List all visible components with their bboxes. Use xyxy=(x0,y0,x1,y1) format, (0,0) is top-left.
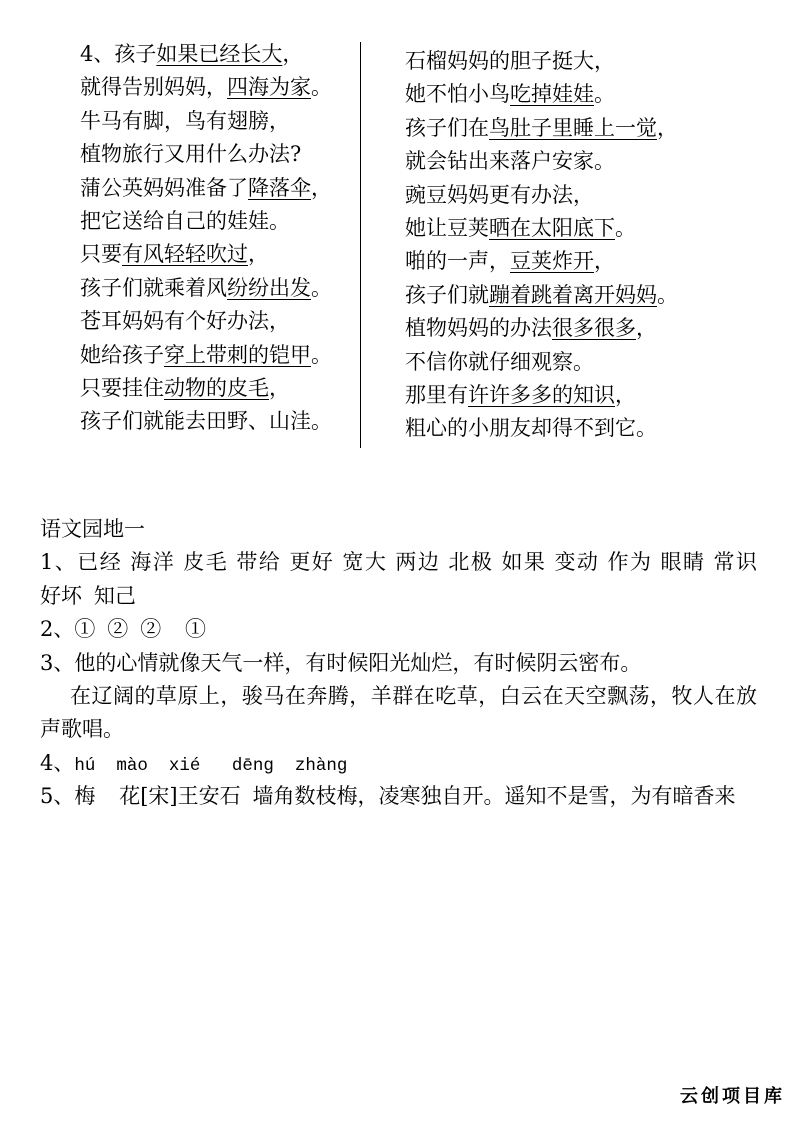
poem-text: 不信你就仔细观察。 xyxy=(405,349,594,374)
underlined-phrase: 如果已经长大 xyxy=(156,42,283,66)
underlined-phrase: 穿上带刺的铠甲 xyxy=(164,342,311,367)
poem-text: 啪的一声， xyxy=(405,249,510,274)
underlined-phrase: 四海为家 xyxy=(227,75,311,100)
poem-text: 就会钻出来落户安家。 xyxy=(405,149,615,174)
poem-line xyxy=(80,38,332,71)
underlined-phrase: 许许多多的知识 xyxy=(468,382,615,407)
poem-text: ， xyxy=(636,316,657,341)
poem-line xyxy=(80,205,332,238)
poem-text: 只要挂住 xyxy=(80,375,164,400)
underlined-phrase: 吃掉娃娃 xyxy=(510,82,594,107)
poem-text: ， xyxy=(594,249,615,274)
footer-brand: 云创项目库 xyxy=(680,1086,785,1107)
answer-4 xyxy=(40,747,757,780)
poem-text: 粗心的小朋友却得不到它。 xyxy=(405,416,657,441)
poem-text: 。 xyxy=(311,75,332,100)
underlined-phrase: 纷纷出发 xyxy=(227,275,311,300)
poem-line xyxy=(80,138,332,171)
yuwen-section xyxy=(40,513,757,814)
poem-text: ， xyxy=(615,382,636,407)
answer-4-pinyin: hú mào xié dēng zhàng xyxy=(74,755,348,776)
poem-text: 她给孩子 xyxy=(80,342,164,367)
answer-4-number: 4、 xyxy=(40,750,75,775)
poem-text: 就得告别妈妈， xyxy=(80,75,227,100)
poem-line xyxy=(405,179,678,212)
poem-line xyxy=(80,405,332,438)
poem-text: 她不怕小鸟 xyxy=(405,82,510,107)
poem-text: 孩子们就乘着风 xyxy=(80,275,227,300)
poem-line xyxy=(80,339,332,372)
poem-line xyxy=(405,412,678,445)
poem-line xyxy=(405,346,678,379)
answer-1-line-2: 好坏 知己 xyxy=(40,583,136,608)
poem-text: 。 xyxy=(657,282,678,307)
answer-3-line-3: 声歌唱。 xyxy=(40,717,124,742)
poem-text: 孩子们在 xyxy=(405,115,489,140)
poem-line xyxy=(80,172,332,205)
poem-text: 4、孩子 xyxy=(80,42,157,66)
poem-text: ， xyxy=(311,175,332,200)
poem-text: 豌豆妈妈更有办法， xyxy=(405,182,594,207)
poem-text: 植物妈妈的办法 xyxy=(405,316,552,341)
poem-line xyxy=(405,312,678,345)
poem-line xyxy=(405,78,678,111)
poem-text: 石榴妈妈的胆子挺大， xyxy=(405,49,615,73)
underlined-phrase: 豆荚炸开 xyxy=(510,249,594,274)
poem-text: ， xyxy=(269,375,290,400)
poem-text: 那里有 xyxy=(405,382,468,407)
poem-line xyxy=(80,372,332,405)
poem-line xyxy=(80,71,332,104)
poem-text: 。 xyxy=(594,82,615,107)
poem-text: 植物旅行又用什么办法? xyxy=(80,142,302,167)
poem-text: 孩子们就能去田野、山洼。 xyxy=(80,409,332,434)
poem-text: ， xyxy=(282,42,304,66)
poem-text: ， xyxy=(657,115,678,140)
poem-text: 只要 xyxy=(80,242,122,267)
poem-line xyxy=(405,279,678,312)
answer-3-line-1: 3、他的心情就像天气一样，有时候阳光灿烂，有时候阴云密布。 xyxy=(40,650,642,675)
poem-right-column xyxy=(405,45,678,446)
column-divider xyxy=(360,42,361,448)
answer-2: 2、① ② ② ① xyxy=(40,617,207,642)
poem-left-column xyxy=(80,38,332,439)
poem-line xyxy=(80,272,332,305)
poem-text: 。 xyxy=(311,275,332,300)
poem-line xyxy=(405,145,678,178)
poem-text: 她让豆荚 xyxy=(405,215,489,240)
poem-text: 牛马有脚，鸟有翅膀， xyxy=(80,108,290,133)
underlined-phrase: 晒在太阳底下 xyxy=(489,215,615,240)
poem-line xyxy=(405,212,678,245)
poem-text: 苍耳妈妈有个好办法， xyxy=(80,309,290,334)
poem-line xyxy=(405,112,678,145)
underlined-phrase: 降落伞 xyxy=(248,175,311,200)
poem-text: ， xyxy=(248,242,269,267)
poem-text: 。 xyxy=(311,342,332,367)
underlined-phrase: 鸟肚子里睡上一觉 xyxy=(489,115,657,140)
poem-text: 孩子们就 xyxy=(405,282,489,307)
underlined-phrase: 动物的皮毛 xyxy=(164,375,269,400)
answer-1-line-1: 1、已经 海洋 皮毛 带给 更好 宽大 两边 北极 如果 变动 作为 眼睛 常识 xyxy=(40,550,757,575)
poem-text: 蒲公英妈妈准备了 xyxy=(80,175,248,200)
poem-text: 把它送给自己的娃娃。 xyxy=(80,208,290,233)
poem-line xyxy=(80,238,332,271)
answer-3-line-2: 在辽阔的草原上，骏马在奔腾，羊群在吃草，白云在天空飘荡，牧人在放 xyxy=(70,683,757,708)
poem-line xyxy=(405,379,678,412)
underlined-phrase: 蹦着跳着离开妈妈 xyxy=(489,282,657,307)
poem-text: 。 xyxy=(615,215,636,240)
poem-line xyxy=(80,305,332,338)
poem-line xyxy=(405,245,678,278)
underlined-phrase: 有风轻轻吹过 xyxy=(122,242,248,267)
underlined-phrase: 很多很多 xyxy=(552,316,636,341)
answer-5: 5、梅 花[宋]王安石 墙角数枝梅，凌寒独自开。遥知不是雪，为有暗香来 xyxy=(40,784,736,809)
section-title: 语文园地一 xyxy=(40,517,145,541)
poem-line xyxy=(405,45,678,78)
poem-line xyxy=(80,105,332,138)
